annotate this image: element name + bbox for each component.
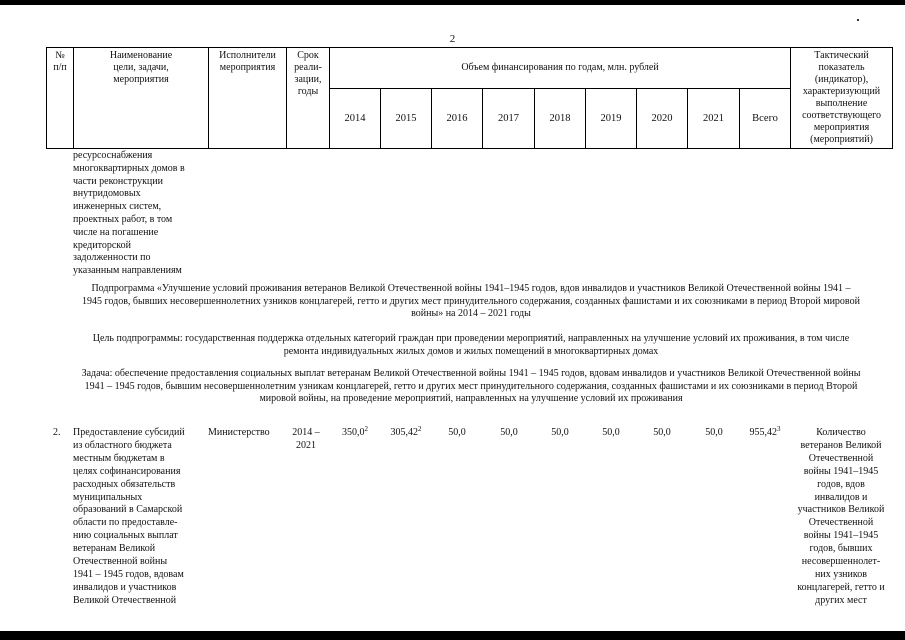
footnote-mark: 3	[777, 425, 781, 433]
top-scan-border	[0, 0, 905, 5]
header-number: № п/п	[47, 48, 74, 149]
value-2014: 350,0$^2$	[342, 425, 368, 438]
value-total: 955,42$^3$	[749, 425, 781, 438]
header-indicator: Тактический показатель (индикатор), характеризующий выполнение соответствующего мероприятия (мероприятий)	[791, 48, 893, 149]
header-year: 2018	[535, 89, 586, 149]
value-2020: 50,0	[653, 427, 671, 438]
row-term: 2014 – 2021	[292, 427, 320, 451]
header-year: 2014	[330, 89, 381, 149]
footnote-mark: 2	[364, 425, 368, 433]
value-2019: 50,0	[602, 427, 620, 438]
subprogram-goal: Цель подпрограммы: государственная поддержка отдельных категорий граждан при проведении мероприятий, направленных на улучшение условий их проживания, в том числе ремонта индивидуальных жилых домов и жилых помещений в многоквартирных домах	[92, 333, 850, 357]
header-year: 2020	[637, 89, 688, 149]
header-year: 2017	[483, 89, 535, 149]
header-total: Всего	[740, 89, 791, 149]
scan-speck	[857, 19, 859, 21]
continuation-text: ресурсоснабжения многоквартирных домов в части реконструкции внутридомовых инженерных систем, проектных работ, в том числе на погашение кредиторской задолженности по указанным направлениям	[73, 150, 185, 277]
table-header	[46, 47, 893, 149]
value-2018: 50,0	[551, 427, 569, 438]
header-name: Наименование цели, задачи, мероприятия	[74, 48, 209, 149]
value-2021: 50,0	[705, 427, 723, 438]
page-number: 2	[449, 33, 456, 45]
row-number: 2.	[53, 427, 61, 438]
subprogram-title: Подпрограмма «Улучшение условий проживания ветеранов Великой Отечественной войны 1941–1945 годов, вдов инвалидов и участников Великой Отечественной войны 1941 – 1945 годов, бывших несовершеннолетних узников концлагерей, гетто и других мест принудительного содержания, созданных фашистами и их союзниками в период Второй мировой войны» на 2014 – 2021 годы	[82, 283, 860, 319]
header-year: 2015	[381, 89, 432, 149]
value-2017: 50,0	[500, 427, 518, 438]
header-funding: Объем финансирования по годам, млн. рублей	[330, 48, 791, 89]
row-name: Предоставление субсидий из областного бюджета местным бюджетам в целях софинансирования расходных обязательств муниципальных образований в Самарской области по предоставле- нию социальных выплат ветеранам Великой Отечественной войны 1941 – 1945 годов, вдовам инвалидов и участников Великой Отечественной	[73, 427, 185, 606]
header-executor: Исполнители мероприятия	[209, 48, 287, 149]
value-2016: 50,0	[448, 427, 466, 438]
header-year: 2019	[586, 89, 637, 149]
bottom-scan-border	[0, 631, 905, 640]
subprogram-task: Задача: обеспечение предоставления социальных выплат ветеранам Великой Отечественной войны 1941 – 1945 годов, вдовам инвалидов и участников Великой Отечественной войны 1941 – 1945 годов, бывшим несовершеннолетним узникам концлагерей, гетто и других мест принудительного содержания, созданных фашистами и их союзниками в период Второй мировой войны, на проведение мероприятий, направленных на улучшение условий их проживания	[81, 368, 861, 404]
footnote-mark: 2	[418, 425, 422, 433]
row-executor: Министерство	[208, 427, 270, 438]
header-year: 2016	[432, 89, 483, 149]
header-year: 2021	[688, 89, 740, 149]
header-term: Срок реали- зации, годы	[287, 48, 330, 149]
row-indicator: Количество ветеранов Великой Отечественной войны 1941–1945 годов, вдов инвалидов и участников Великой Отечественной войны 1941–1945 годов, бывших несовершеннолет- них узников концлагерей, гетто и других мест	[797, 427, 885, 606]
value-2015: 305,42$^2$	[390, 425, 422, 438]
